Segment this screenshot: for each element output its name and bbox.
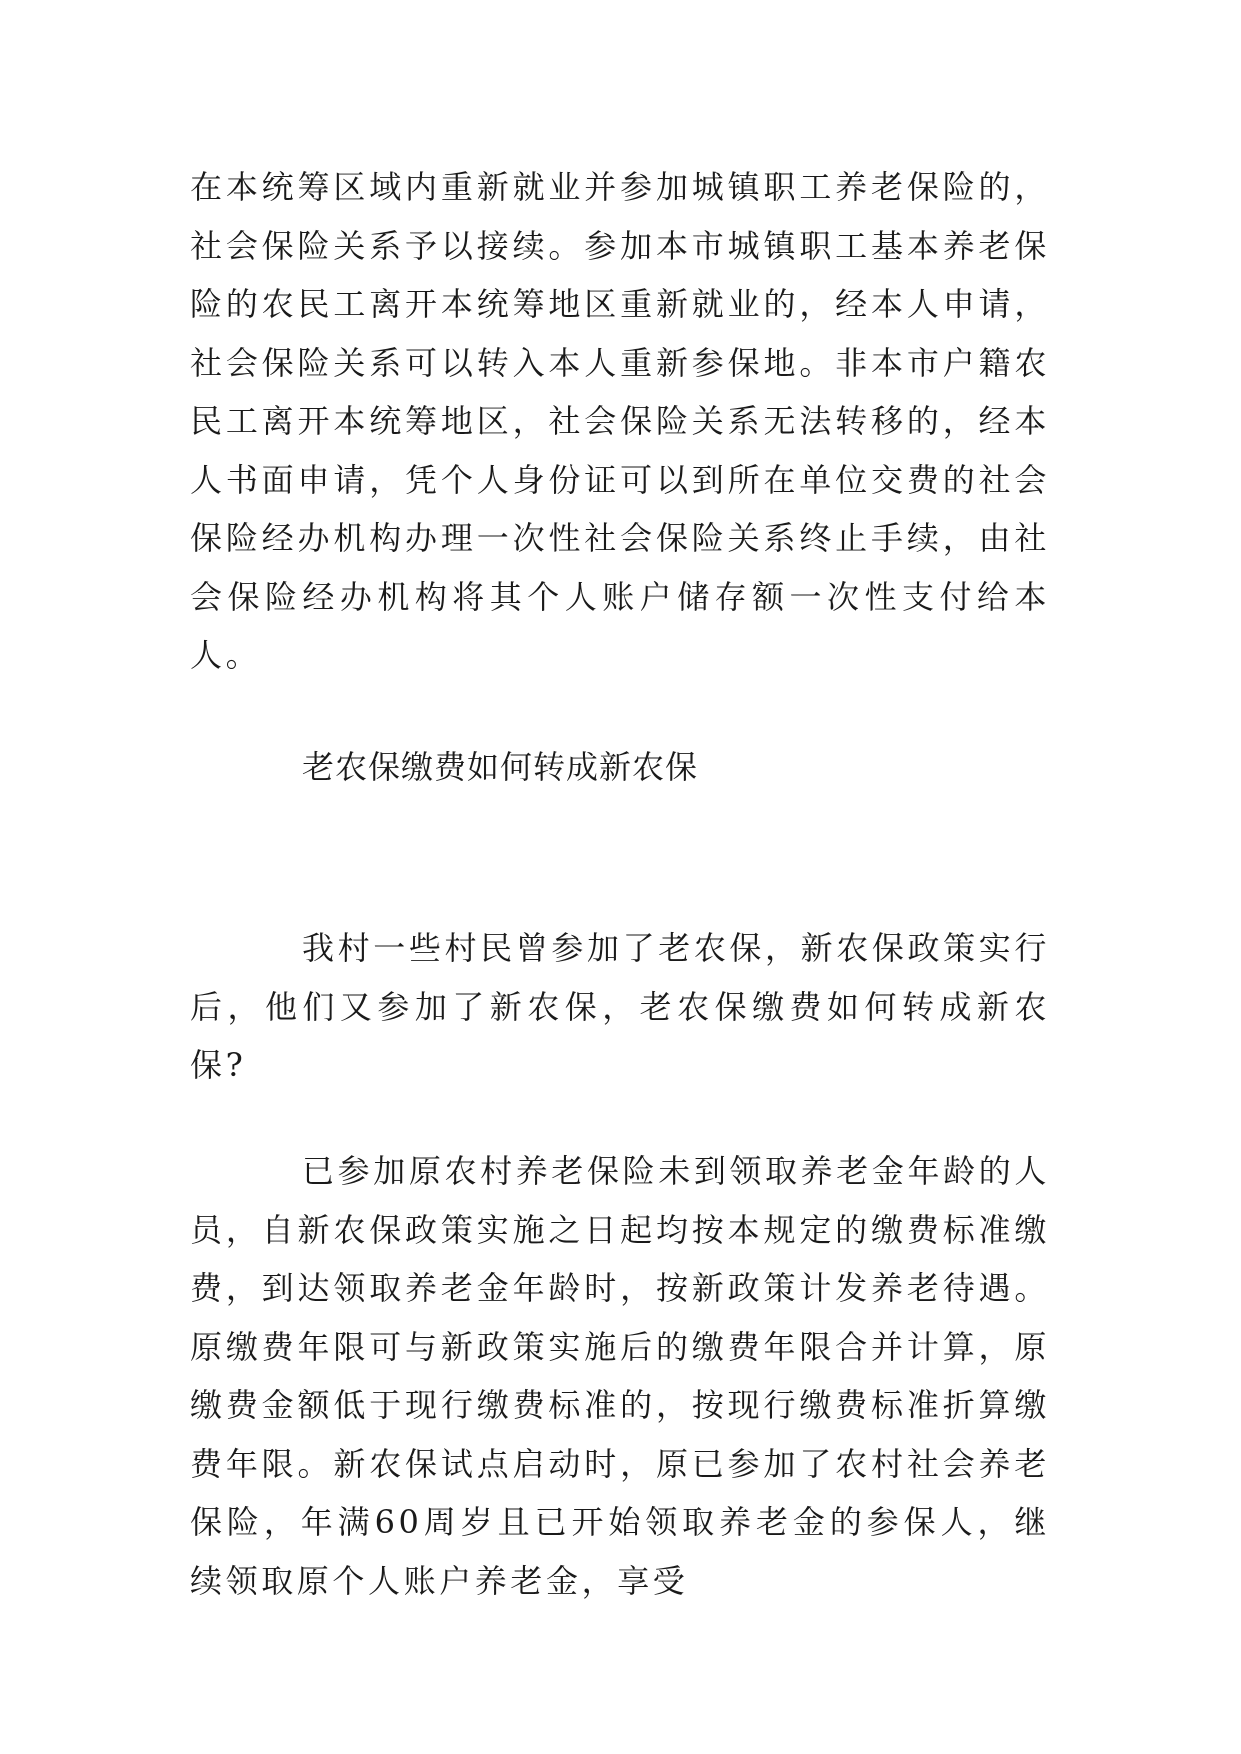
body-paragraph-1: 在本统筹区域内重新就业并参加城镇职工养老保险的，社会保险关系予以接续。参加本市城镇职工基本养老保险的农民工离开本统筹地区重新就业的，经本人申请，社会保险关系可以转入本人重新参保地。非本市户籍农民工离开本统筹地区，社会保险关系无法转移的，经本人书面申请，凭个人身份证可以到所在单位交费的社会保险经办机构办理一次性社会保险关系终止手续，由社会保险经办机构将其个人账户储存额一次性支付给本人。: [190, 168, 1050, 674]
question-paragraph: 我村一些村民曾参加了老农保，新农保政策实行后，他们又参加了新农保，老农保缴费如何转成新农保?: [190, 929, 1050, 1084]
section-heading: 老农保缴费如何转成新农保: [302, 748, 699, 786]
answer-paragraph: 已参加原农村养老保险未到领取养老金年龄的人员，自新农保政策实施之日起均按本规定的缴费标准缴费，到达领取养老金年龄时，按新政策计发养老待遇。原缴费年限可与新政策实施后的缴费年限合并计算，原缴费金额低于现行缴费标准的，按现行缴费标准折算缴费年限。新农保试点启动时，原已参加了农村社会养老保险，年满60周岁且已开始领取养老金的参保人，继续领取原个人账户养老金，享受: [190, 1152, 1050, 1600]
